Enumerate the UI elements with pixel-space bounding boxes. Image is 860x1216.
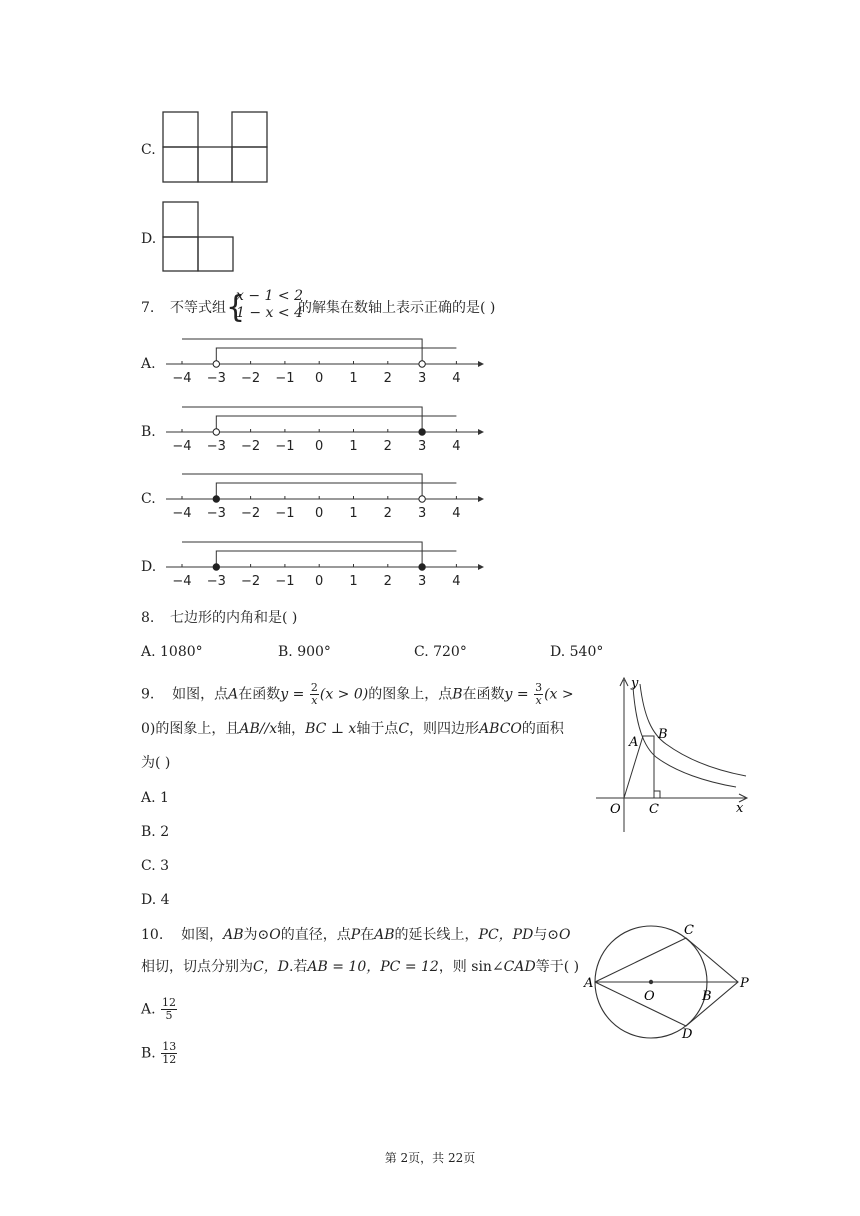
q10-option-a-num: 12 (162, 996, 177, 1009)
q10-p: P (350, 927, 361, 943)
tick-label: 0 (315, 371, 324, 386)
q9-option-a: A. 1 (141, 790, 169, 806)
tick-label: 2 (383, 371, 392, 386)
q9-line3: 为( ) (141, 755, 171, 771)
q7-option-c-label: C. (141, 491, 156, 507)
tick-label: 4 (452, 574, 461, 589)
q10-center-dot (649, 980, 653, 984)
q7-option-c-numberline (160, 469, 490, 525)
q10-option-b-frac (161, 1041, 177, 1066)
q9-t3: 的图象上，点 (368, 686, 453, 703)
q9-option-d: D. 4 (141, 892, 170, 908)
q7-option-d-numberline (160, 537, 490, 593)
tick-label: −2 (241, 371, 261, 386)
tick-label: 3 (417, 439, 427, 454)
q10-t4: 在 (360, 927, 375, 943)
q6-option-c-label: C. (141, 142, 156, 158)
axis-arrow (478, 429, 484, 435)
q10-cd: C，D (253, 959, 289, 975)
q7-option-d-label: D. (141, 559, 157, 575)
q9-point-a: A (228, 686, 239, 703)
q10-o: O (269, 927, 281, 943)
q9-number: 9. (141, 686, 155, 703)
q9-t4: 在函数 (462, 686, 505, 703)
tick-label: −2 (241, 574, 261, 589)
tick-label: −1 (275, 439, 295, 454)
tick-label: −2 (241, 506, 261, 521)
q7-ineq2: 1 − x < 4 (236, 305, 303, 321)
tick-label: 0 (315, 506, 324, 521)
tick-label: −3 (206, 439, 226, 454)
axis-arrow (478, 496, 484, 502)
q9-point-b: B (452, 686, 463, 703)
q9-line2-a: 0)的图象上，且 (141, 721, 240, 737)
q10-cad: CAD (503, 959, 536, 975)
q8-option-b: B. 900° (278, 644, 331, 660)
tick-label: −3 (206, 506, 226, 521)
q9-curve-inner (633, 687, 736, 787)
q10-t5: 的延长线上， (394, 927, 479, 943)
q10-o2: O (559, 927, 571, 943)
q9-eq1: = (288, 686, 309, 703)
q10-line2-c: ，则 sin∠ (438, 959, 504, 975)
q8-option-c: C. 720° (414, 644, 467, 660)
q9-label-y: y (631, 676, 639, 691)
q10-t2: 为⊙ (243, 927, 270, 943)
q10-label-d: D (682, 1027, 693, 1042)
open-endpoint (213, 429, 219, 435)
q10-label-c: C (684, 923, 694, 938)
q9-label-o: O (610, 802, 621, 817)
tick-label: −1 (275, 371, 295, 386)
q10-line2 (141, 957, 579, 977)
q10-ab: AB (223, 927, 244, 943)
q10-option-a-frac (161, 997, 177, 1022)
q9-frac2-num: 3 (535, 681, 543, 694)
q9-label-x: x (736, 801, 744, 816)
axis-arrow (478, 564, 484, 570)
q10-option-b (141, 1041, 178, 1066)
tick-label: 1 (349, 371, 358, 386)
tick-label: 3 (417, 574, 427, 589)
q9-line2-d: ，则四边形 (409, 721, 480, 737)
q10-label-b: B (702, 989, 712, 1004)
tick-label: 1 (349, 506, 358, 521)
tick-label: −4 (172, 371, 192, 386)
q9-y1: y (280, 686, 289, 703)
open-endpoint (213, 361, 219, 367)
tick-label: −1 (275, 506, 295, 521)
q9-line2-b: 轴， (277, 721, 306, 737)
q7-text-after: 的解集在数轴上表示正确的是( ) (298, 300, 496, 316)
q7-ineq1: x − 1 < 2 (236, 288, 303, 304)
q10-option-a (141, 997, 178, 1022)
q10-number: 10. (141, 927, 164, 943)
q7-option-a-label: A. (141, 356, 156, 372)
q9-t1: 如图，点 (172, 686, 229, 703)
q7-option-a-numberline (160, 334, 490, 390)
range-upper (182, 474, 422, 499)
q9-point-c: C (398, 721, 410, 737)
page-footer: 第 2页，共 22页 (384, 1151, 476, 1165)
q9-eq2: = (512, 686, 534, 703)
range-upper (182, 339, 422, 364)
q9-line2 (141, 719, 564, 739)
closed-endpoint (213, 496, 219, 502)
q8-option-d: D. 540° (550, 644, 604, 660)
axis-arrow (478, 361, 484, 367)
tick-label: 2 (383, 506, 392, 521)
q7-option-b-label: B. (141, 424, 156, 440)
q9-y2: y (504, 686, 513, 703)
tick-label: −1 (275, 574, 295, 589)
q9-curve-outer (640, 684, 746, 776)
tick-label: 4 (452, 371, 461, 386)
q10-ab10: AB = 10，PC = 12 (307, 959, 439, 975)
q8-option-a: A. 1080° (141, 644, 203, 660)
q7-brace: { (226, 290, 246, 325)
tick-label: −3 (206, 371, 226, 386)
q9-ab-parallel: AB//x (239, 721, 278, 737)
closed-endpoint (419, 564, 425, 570)
q9-cond2a: (x > (544, 686, 574, 703)
q10-ab2: AB (374, 927, 395, 943)
tick-label: 3 (417, 371, 427, 386)
q9-frac1 (310, 682, 319, 707)
q9-line1 (141, 682, 574, 707)
tick-label: 3 (417, 506, 427, 521)
q8-number: 8. (141, 610, 155, 626)
q6-option-c-figure (160, 110, 270, 186)
tick-label: −2 (241, 439, 261, 454)
q10-label-a: A (584, 976, 594, 991)
q9-option-c: C. 3 (141, 858, 170, 874)
q9-bc-perp: BC ⊥ x (305, 721, 357, 737)
range-upper (182, 542, 422, 567)
q10-line2-a: 相切，切点分别为 (141, 959, 253, 975)
q9-line2-c: 轴于点 (356, 721, 399, 737)
q9-figure (596, 672, 766, 837)
q10-option-a-label: A. (141, 1001, 156, 1018)
tick-label: 4 (452, 506, 461, 521)
q10-line2-d: 等于( ) (535, 959, 580, 975)
q10-t3: 的直径，点 (280, 927, 351, 943)
tick-label: 1 (349, 574, 358, 589)
q10-pcpd: PC，PD (478, 927, 534, 943)
q10-figure (578, 918, 758, 1042)
q10-t6: 与⊙ (533, 927, 560, 943)
q10-line2-b: .若 (288, 959, 308, 975)
q10-label-p: P (740, 976, 749, 991)
q10-option-a-den: 5 (165, 1009, 173, 1022)
tick-label: 4 (452, 439, 461, 454)
open-endpoint (419, 496, 425, 502)
q9-cond1: (x > 0) (319, 686, 369, 703)
q10-option-b-den: 12 (162, 1053, 177, 1066)
q9-frac2-den: x (535, 694, 542, 707)
tick-label: −4 (172, 506, 192, 521)
tick-label: 1 (349, 439, 358, 454)
closed-endpoint (213, 564, 219, 570)
q10-line1 (141, 925, 571, 945)
closed-endpoint (419, 429, 425, 435)
q10-option-b-label: B. (141, 1045, 156, 1062)
q7-option-b-numberline (160, 402, 490, 458)
q9-label-a: A (629, 735, 639, 750)
tick-label: 2 (383, 574, 392, 589)
tick-label: 0 (315, 439, 324, 454)
q6-option-d-figure (160, 199, 240, 275)
open-endpoint (419, 361, 425, 367)
tick-label: 2 (383, 439, 392, 454)
q7-number: 7. (141, 300, 155, 316)
range-upper (182, 407, 422, 432)
q10-label-o: O (644, 989, 655, 1004)
q9-frac1-den: x (311, 694, 318, 707)
q9-frac2 (534, 682, 543, 707)
q10-option-b-num: 13 (162, 1040, 177, 1053)
q9-right-angle-mark (654, 791, 660, 798)
tick-label: −4 (172, 439, 192, 454)
q9-label-b: B (658, 727, 668, 742)
tick-label: −4 (172, 574, 192, 589)
tick-label: 0 (315, 574, 324, 589)
q9-t2: 在函数 (238, 686, 281, 703)
q9-label-c: C (649, 802, 659, 817)
q7-text-before: 不等式组 (170, 300, 226, 316)
q6-option-d-label: D. (141, 231, 157, 247)
q9-line2-e: 的面积 (521, 721, 564, 737)
q8-text: 七边形的内角和是( ) (170, 610, 298, 626)
q10-t1: 如图， (181, 927, 224, 943)
q9-abco: ABCO (479, 721, 522, 737)
q9-frac1-num: 2 (310, 681, 318, 694)
tick-label: −3 (206, 574, 226, 589)
q9-option-b: B. 2 (141, 824, 170, 840)
